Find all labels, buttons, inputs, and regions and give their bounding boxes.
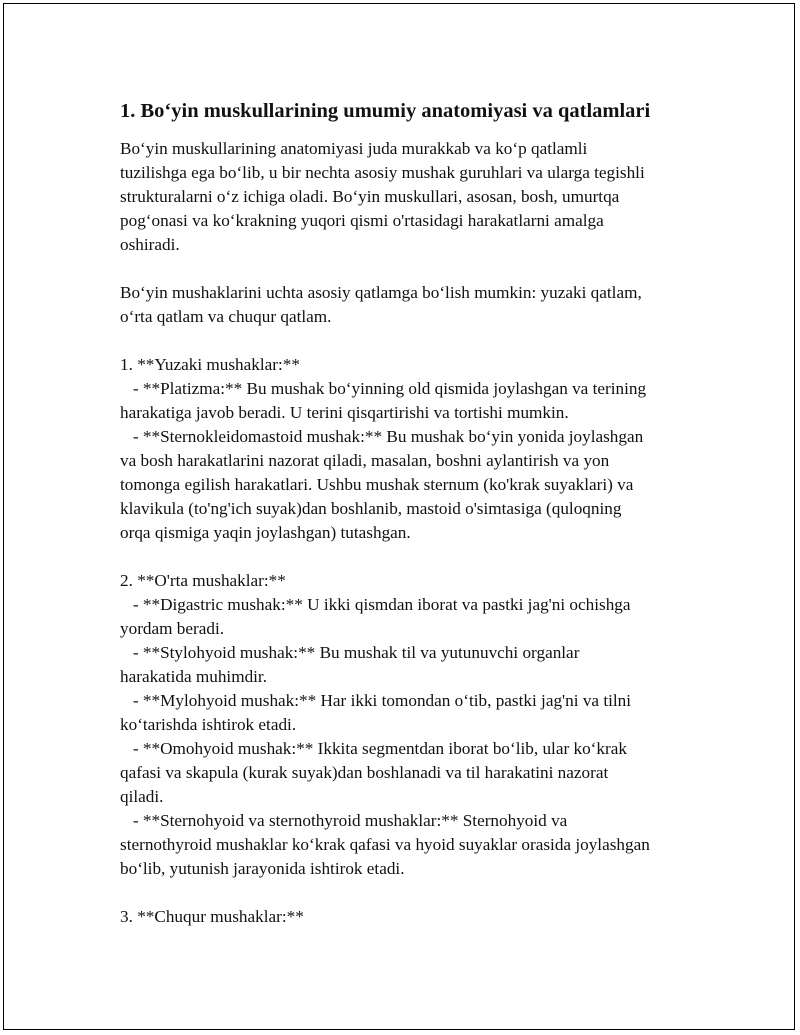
page-title: 1. Bo‘yin muskullarining umumiy anatomiyasi va qatlamlari	[120, 100, 651, 122]
document-page	[3, 3, 795, 1030]
document-body-text: Bo‘yin muskullarining anatomiyasi juda murakkab va ko‘p qatlamli tuzilishga ega bo‘lib, u bir nechta asosiy mushak guruhlari va ularga tegishli strukturalarni o‘z ichiga oladi. Bo‘yin muskullari, asosan, bosh, umurtqa pog‘onasi va ko‘krakning yuqori qismi o'rtasidagi harakatlarni amalga oshiradi. Bo‘yin mushaklarini uchta asosiy qatlamga bo‘lish mumkin: yuzaki qatlam, o‘rta qatlam va chuqur qatlam. 1. **Yuzaki mushaklar:** - **Platizma:** Bu mushak bo‘yinning old qismida joylashgan va terining harakatiga javob beradi. U terini qisqartirishi va tortishi mumkin. - **Sternokleidomastoid mushak:** Bu mushak bo‘yin yonida joylashgan va bosh harakatlarini nazorat qiladi, masalan, boshni aylantirish va yon tomonga egilish harakatlari. Ushbu mushak sternum (ko'krak suyaklari) va klavikula (to'ng'ich suyak)dan boshlanib, mastoid o'simtasiga (quloqning orqa qismiga yaqin joylashgan) tutashgan. 2. **O'rta mushaklar:** - **Digastric mushak:** U ikki qismdan iborat va pastki jag'ni ochishga yordam beradi. - **Stylohyoid mushak:** Bu mushak til va yutunuvchi organlar harakatida muhimdir. - **Mylohyoid mushak:** Har ikki tomondan o‘tib, pastki jag'ni va tilni ko‘tarishda ishtirok etadi. - **Omohyoid mushak:** Ikkita segmentdan iborat bo‘lib, ular ko‘krak qafasi va skapula (kurak suyak)dan boshlanadi va til harakatini nazorat qiladi. - **Sternohyoid va sternothyroid mushaklar:** Sternohyoid va sternothyroid mushaklar ko‘krak qafasi va hyoid suyaklar orasida joylashgan bo‘lib, yutunish jarayonida ishtirok etadi. 3. **Chuqur mushaklar:**	[120, 139, 650, 926]
document-content	[120, 98, 700, 929]
